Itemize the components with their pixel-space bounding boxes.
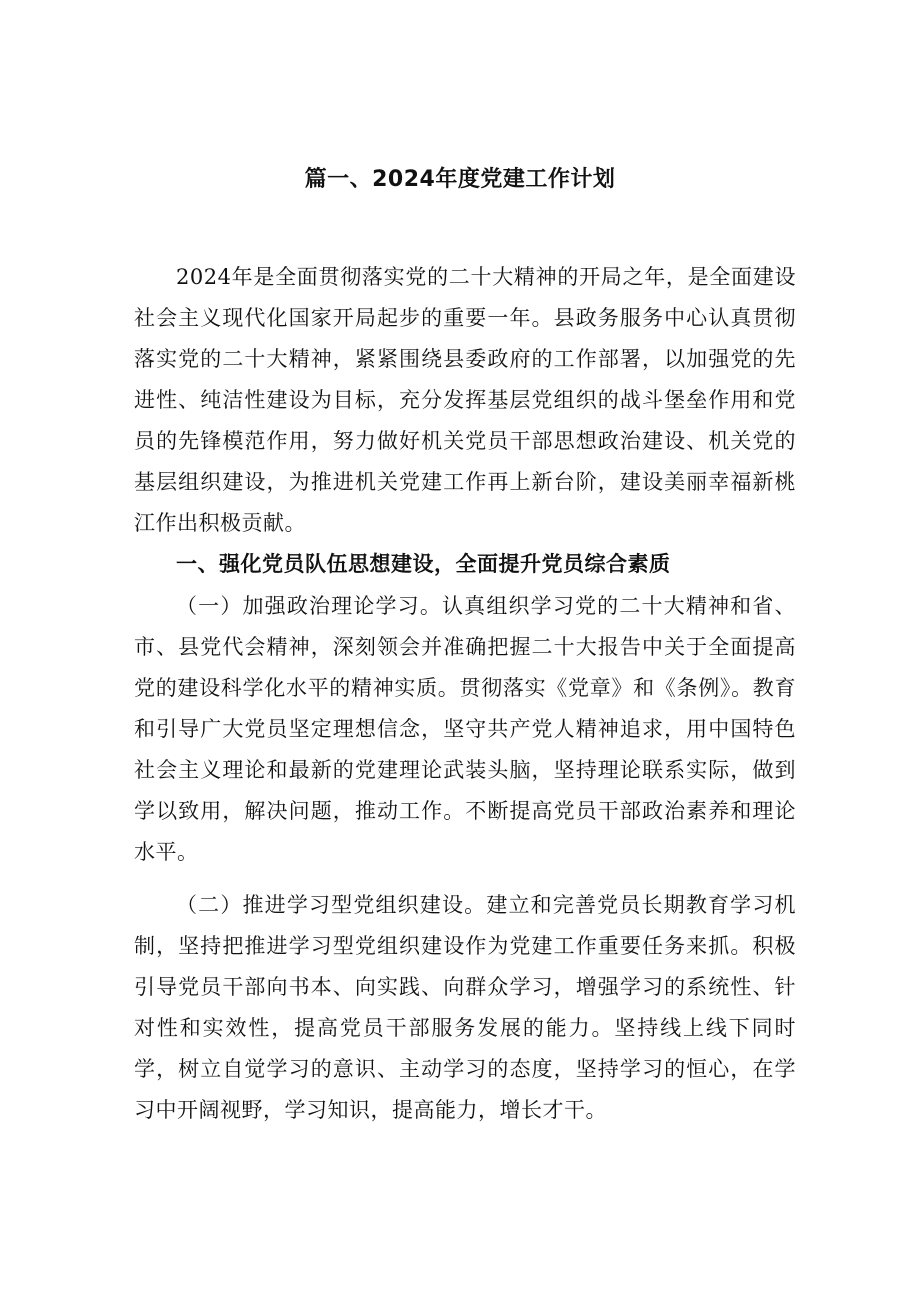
- paragraph-spacer: [134, 873, 796, 885]
- intro-paragraph: 2024年是全面贯彻落实党的二十大精神的开局之年，是全面建设社会主义现代化国家开局起步的重要一年。县政务服务中心认真贯彻落实党的二十大精神，紧紧围绕县委政府的工作部署，以加强党的先进性、纯洁性建设为目标，充分发挥基层党组织的战斗堡垒作用和党员的先锋模范作用，努力做好机关党员干部思想政治建设、机关党的基层组织建设，为推进机关党建工作再上新台阶，建设美丽幸福新桃江作出积极贡献。: [134, 265, 796, 535]
- document-title: 篇一、2024年度党建工作计划: [304, 167, 616, 192]
- subsection-paragraph-1: （一）加强政治理论学习。认真组织学习党的二十大精神和省、市、县党代会精神，深刻领会并准确把握二十大报告中关于全面提高党的建设科学化水平的精神实质。贯彻落实《党章》和《条例》。教育和引导广大党员坚定理想信念，坚守共产党人精神追求，用中国特色社会主义理论和最新的党建理论武装头脑，坚持理论联系实际，做到学以致用，解决问题，推动工作。不断提高党员干部政治素养和理论水平。: [134, 594, 796, 864]
- subsection-paragraph-2: （二）推进学习型党组织建设。建立和完善党员长期教育学习机制，坚持把推进学习型党组织建设作为党建工作重要任务来抓。积极引导党员干部向书本、向实践、向群众学习，增强学习的系统性、针对性和实效性，提高党员干部服务发展的能力。坚持线上线下同时学，树立自觉学习的意识、主动学习的态度，坚持学习的恒心，在学习中开阔视野，学习知识，提高能力，增长才干。: [134, 893, 796, 1122]
- section-heading-1: 一、强化党员队伍思想建设，全面提升党员综合素质: [176, 552, 671, 576]
- document-body: [134, 257, 796, 1131]
